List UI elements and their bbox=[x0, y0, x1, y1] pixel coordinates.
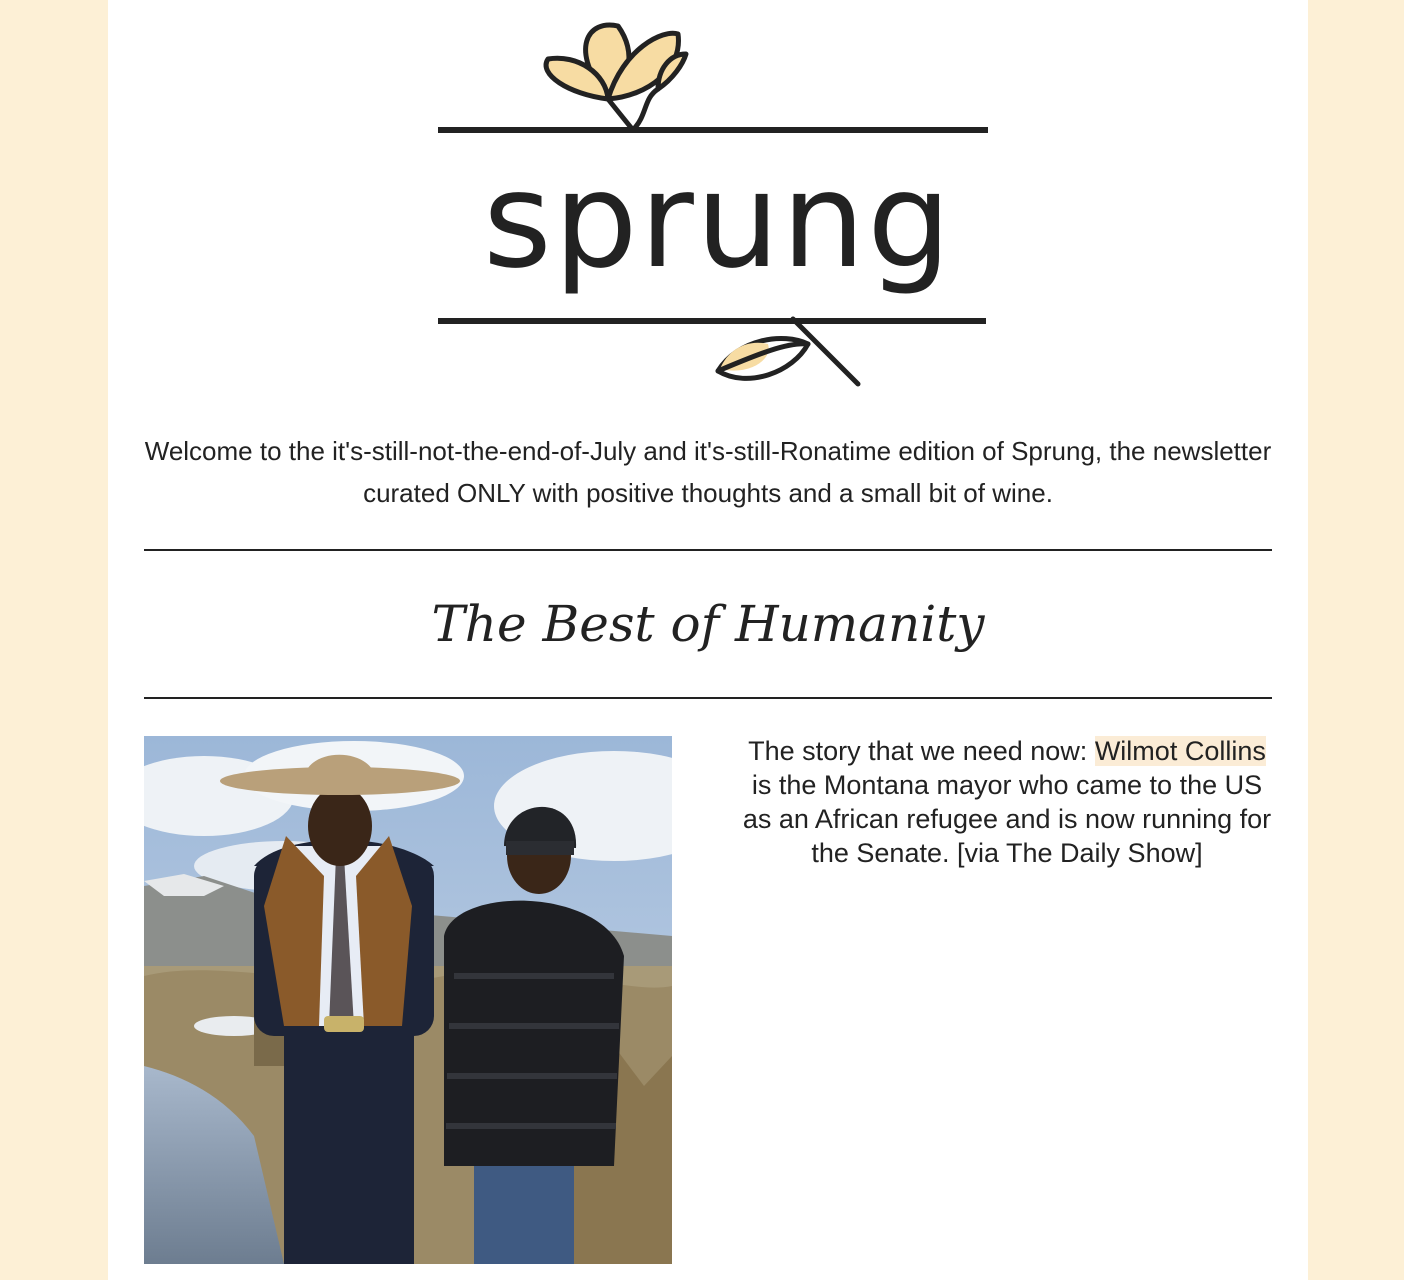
section-divider-bottom bbox=[144, 697, 1272, 699]
sprung-logo-graphic bbox=[438, 14, 998, 394]
logo-wordmark: sprung bbox=[483, 144, 953, 298]
section-heading: The Best of Humanity bbox=[431, 595, 985, 653]
story-photo-image bbox=[144, 736, 672, 1264]
flower-icon bbox=[546, 25, 686, 130]
section-divider-top bbox=[144, 549, 1272, 551]
sprung-logo bbox=[438, 14, 998, 394]
story-photo[interactable] bbox=[144, 736, 672, 1264]
story-prefix: The story that we need now: bbox=[748, 736, 1095, 766]
wilmot-collins-link[interactable]: Wilmot Collins bbox=[1094, 736, 1266, 766]
newsletter-body bbox=[108, 0, 1308, 1280]
story-text bbox=[742, 734, 1272, 870]
leaf-icon bbox=[718, 319, 858, 384]
story-suffix: is the Montana mayor who came to the US as an African refugee and is now running for the Senate. [via The Daily Show] bbox=[742, 770, 1272, 868]
intro-text: Welcome to the it's-still-not-the-end-of-July and it's-still-Ronatime edition of Sprung, the newsletter curated ONLY with positive thoughts and a small bit of wine. bbox=[144, 436, 1272, 508]
